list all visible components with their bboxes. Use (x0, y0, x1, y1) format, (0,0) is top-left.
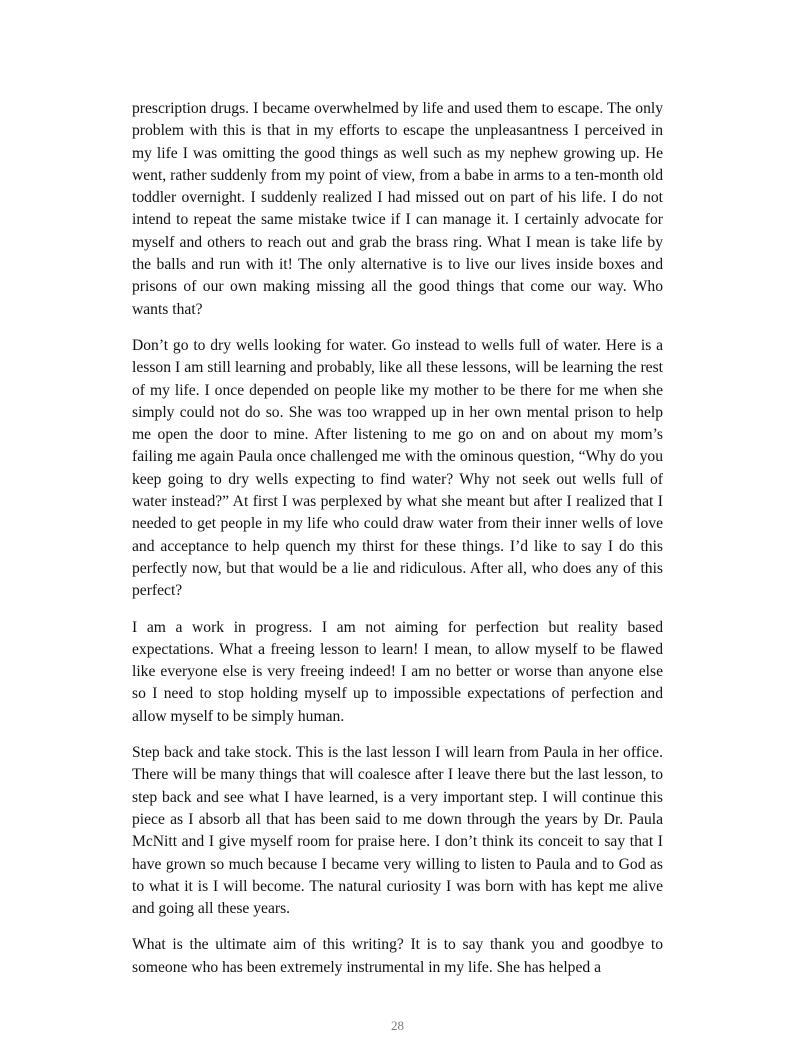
paragraph-4: Step back and take stock. This is the last lesson I will learn from Paula in her office. There will be many things that will coalesce after I leave there but the last lesson, to step back and see what I have learned, is a very important step. I will continue this piece as I absorb all that has been said to me down through the years by Dr. Paula McNitt and I give myself room for praise here. I don’t think its conceit to say that I have grown so much because I became very willing to listen to Paula and to God as to what it is I will become. The natural curiosity I was born with has kept me alive and going all these years. (132, 744, 663, 918)
paragraph-2: Don’t go to dry wells looking for water. Go instead to wells full of water. Here is a lesson I am still learning and probably, like all these lessons, will be learning the rest of my life. I once depended on people like my mother to be there for me when she simply could not do so. She was too wrapped up in her own mental prison to help me open the door to mine. After listening to me go on and on about my mom’s failing me again Paula once challenged me with the ominous question, “Why do you keep going to dry wells expecting to find water? Why not seek out wells full of water instead?” At first I was perplexed by what she meant but after I realized that I needed to get people in my life who could draw water from their inner wells of love and acceptance to help quench my thirst for these things. I’d like to say I do this perfectly now, but that would be a lie and ridiculous. After all, who does any of this perfect? (132, 336, 663, 600)
paragraph-1: prescription drugs. I became overwhelmed by life and used them to escape. The only problem with this is that in my efforts to escape the unpleasantness I perceived in my life I was omitting the good things as well such as my nephew growing up. He went, rather suddenly from my point of view, from a babe in arms to a ten-month old toddler overnight. I suddenly realized I had missed out on part of his life. I do not intend to repeat the same mistake twice if I can manage it. I certainly advocate for myself and others to reach out and grab the brass ring. What I mean is take life by the balls and run with it! The only alternative is to live our lives inside boxes and prisons of our own making missing all the good things that come our way. Who wants that? (132, 100, 663, 318)
page-body (132, 98, 663, 993)
paragraph-3: I am a work in progress. I am not aiming for perfection but reality based expectations. What a freeing lesson to learn! I mean, to allow myself to be flawed like everyone else is very freeing indeed! I am no better or worse than anyone else so I need to stop holding myself up to impossible expectations of perfection and allow myself to be simply human. (132, 618, 663, 725)
paragraph-5: What is the ultimate aim of this writing? It is to say thank you and goodbye to someone who has been extremely instrumental in my life. She has helped a (132, 936, 663, 976)
page-number: 28 (391, 1018, 404, 1033)
